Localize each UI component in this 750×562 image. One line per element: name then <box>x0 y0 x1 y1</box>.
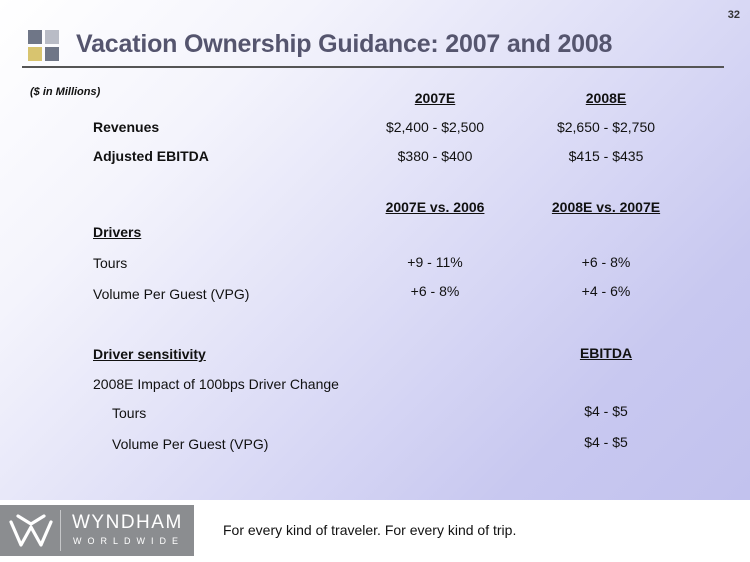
logo-brand-sub: WORLDWIDE <box>73 536 184 546</box>
driver-sensitivity-heading: Driver sensitivity <box>93 346 206 362</box>
header-2008e: 2008E <box>585 90 627 106</box>
units-note: ($ in Millions) <box>30 86 101 98</box>
sensitivity-vpg-ebitda: $4 - $5 <box>584 434 628 450</box>
drivers-heading: Drivers <box>93 224 142 240</box>
title-squares-logo <box>28 30 60 62</box>
footer-tagline: For every kind of traveler. For every kind of trip. <box>223 522 517 538</box>
sensitivity-label-vpg: Volume Per Guest (VPG) <box>112 436 269 452</box>
page-number: 32 <box>727 9 740 21</box>
logo-brand-name: WYNDHAM <box>72 512 183 533</box>
row-label-revenues: Revenues <box>93 119 160 135</box>
logo-square-top-left <box>28 30 42 44</box>
revenues-2007e: $2,400 - $2,500 <box>385 119 485 135</box>
logo-square-bottom-right <box>45 47 59 61</box>
header-2007e: 2007E <box>414 90 456 106</box>
title-divider <box>22 66 724 68</box>
tours-2007e-vs-2006: +9 - 11% <box>407 254 463 270</box>
header-2008e-vs-2007e: 2008E vs. 2007E <box>551 199 661 215</box>
logo-divider <box>60 510 61 551</box>
logo-square-bottom-left <box>28 47 42 61</box>
sensitivity-subheading: 2008E Impact of 100bps Driver Change <box>93 376 339 392</box>
header-ebitda: EBITDA <box>579 345 633 361</box>
sensitivity-tours-ebitda: $4 - $5 <box>584 403 628 419</box>
row-label-tours: Tours <box>93 255 128 271</box>
sensitivity-label-tours: Tours <box>112 405 147 421</box>
wyndham-emblem-icon <box>8 512 54 550</box>
logo-square-top-right <box>45 30 59 44</box>
row-label-adjusted-ebitda: Adjusted EBITDA <box>93 148 209 164</box>
vpg-2008e-vs-2007e: +4 - 6% <box>581 283 631 299</box>
header-2007e-vs-2006: 2007E vs. 2006 <box>385 199 485 215</box>
page-title: Vacation Ownership Guidance: 2007 and 2008 <box>76 30 613 58</box>
adjusted-ebitda-2008e: $415 - $435 <box>568 148 644 164</box>
adjusted-ebitda-2007e: $380 - $400 <box>397 148 473 164</box>
row-label-vpg: Volume Per Guest (VPG) <box>93 286 250 302</box>
vpg-2007e-vs-2006: +6 - 8% <box>410 283 460 299</box>
tours-2008e-vs-2007e: +6 - 8% <box>581 254 631 270</box>
revenues-2008e: $2,650 - $2,750 <box>556 119 656 135</box>
